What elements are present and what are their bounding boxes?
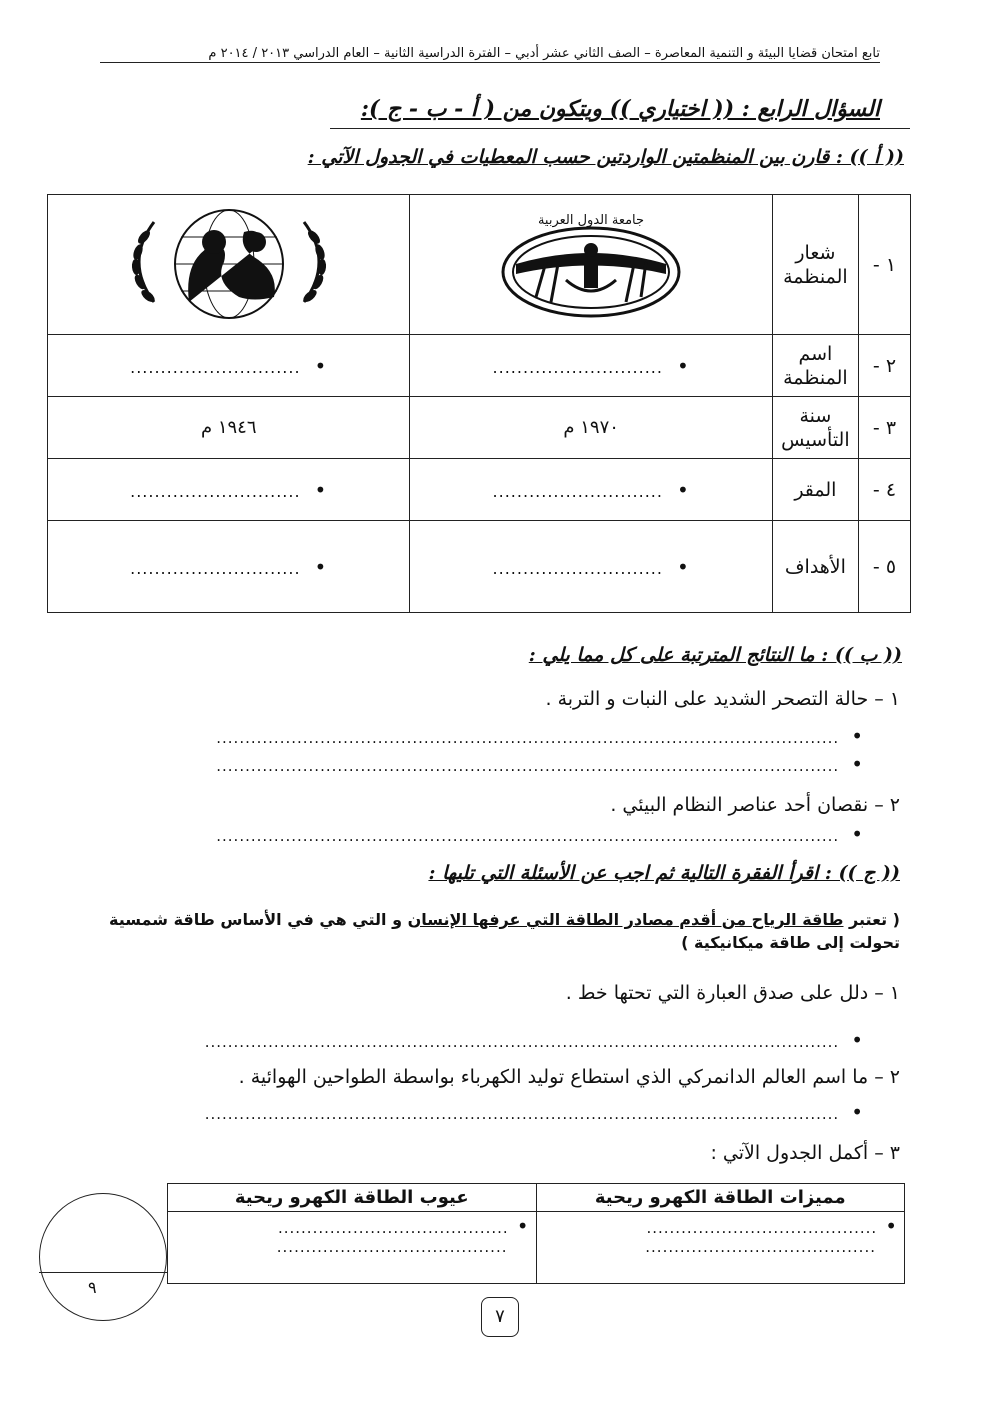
section-b-title: (( ب )) : ما النتائج المترتبة على كل مما يلي : <box>528 644 902 666</box>
table-header-row <box>168 1184 905 1212</box>
answer-line[interactable]: •.............................................................................................................. <box>204 1028 864 1052</box>
row-label: المقر <box>772 459 858 521</box>
table-row-hq <box>48 459 911 521</box>
answer-cell[interactable]: •............................ <box>410 521 772 613</box>
table-row <box>168 1212 905 1284</box>
section-c-question-3: ٣ – أكمل الجدول الآتي : <box>710 1142 900 1164</box>
passage: ( تعتبر طاقة الرياح من أقدم مصادر الطاقة التي عرفها الإنسان و التي هي في الأساس طاقة شمسية تحولت إلى طاقة ميكانيكية ) <box>109 910 900 952</box>
advantages-header: مميزات الطاقة الكهرو ريحية <box>536 1184 905 1212</box>
table-row-name <box>48 335 911 397</box>
row-number: ٥ - <box>858 521 910 613</box>
year-cell: ١٩٧٠ م <box>410 397 772 459</box>
row-number: ٣ - <box>858 397 910 459</box>
answer-cell[interactable]: •............................ <box>48 459 410 521</box>
answer-line[interactable]: •............................................................................................................ <box>216 724 864 748</box>
unicef-logo-icon <box>114 202 344 322</box>
answer-cell[interactable]: •............................ <box>410 335 772 397</box>
section-c-title: (( ج )) : اقرأ الفقرة التالية ثم اجب عن الأسئلة التي تليها : <box>428 862 900 884</box>
section-a-title: (( أ )) : قارن بين المنظمتين الواردتين حسب المعطيات في الجدول الآتي : <box>307 146 904 168</box>
logo-text: جامعة الدول العربية <box>538 213 645 228</box>
advantages-cell[interactable]: •........................................ ........................................ <box>536 1212 905 1284</box>
comparison-table <box>47 194 911 613</box>
row-label: سنة التأسيس <box>772 397 858 459</box>
row-number: ٤ - <box>858 459 910 521</box>
row-label: الأهداف <box>772 521 858 613</box>
answer-cell[interactable]: •............................ <box>48 335 410 397</box>
table-row-goals <box>48 521 911 613</box>
arab-league-logo-icon <box>496 202 686 322</box>
section-b-item-2: ٢ – نقصان أحد عناصر النظام البيئي . <box>610 794 900 816</box>
disadvantages-header: عيوب الطاقة الكهرو ريحية <box>168 1184 537 1212</box>
row-number: ٢ - <box>858 335 910 397</box>
disadvantages-cell[interactable]: •........................................ ........................................ <box>168 1212 537 1284</box>
section-c-question-2: ٢ – ما اسم العالم الدانمركي الذي استطاع توليد الكهرباء بواسطة الطواحين الهوائية . <box>238 1066 900 1088</box>
table-row-year <box>48 397 911 459</box>
energy-table <box>167 1183 905 1284</box>
answer-line[interactable]: •............................................................................................................ <box>216 752 864 776</box>
grade-value: ٩ <box>88 1278 97 1297</box>
row-number: ١ - <box>858 195 910 335</box>
answer-line[interactable]: •.............................................................................................................. <box>204 1100 864 1124</box>
table-row-logo <box>48 195 911 335</box>
row-label: شعار المنظمة <box>772 195 858 335</box>
question-title: السؤال الرابع : (( اختياري )) ويتكون من ( أ - ب - ج ): <box>360 96 880 122</box>
unicef-logo-cell <box>48 195 410 335</box>
answer-cell[interactable]: •............................ <box>410 459 772 521</box>
section-c-question-1: ١ – دلل على صدق العبارة التي تحتها خط . <box>565 982 900 1004</box>
grade-divider <box>39 1272 167 1273</box>
underlined-statement: طاقة الرياح من أقدم مصادر الطاقة التي عرفها الإنسان <box>407 910 844 929</box>
page-header: تابع امتحان قضايا البيئة و التنمية المعاصرة – الصف الثاني عشر أدبي – الفترة الدراسية الثانية – العام الدراسي ٢٠١٣ / ٢٠١٤ م <box>100 46 880 63</box>
page-number: ٧ <box>481 1297 519 1337</box>
arab-league-logo-cell <box>410 195 772 335</box>
row-label: اسم المنظمة <box>772 335 858 397</box>
title-divider <box>330 128 910 129</box>
answer-line[interactable]: •............................................................................................................ <box>216 822 864 846</box>
year-cell: ١٩٤٦ م <box>48 397 410 459</box>
grade-circle <box>39 1193 167 1321</box>
section-b-item-1: ١ – حالة التصحر الشديد على النبات و التربة . <box>545 688 900 710</box>
answer-cell[interactable]: •............................ <box>48 521 410 613</box>
